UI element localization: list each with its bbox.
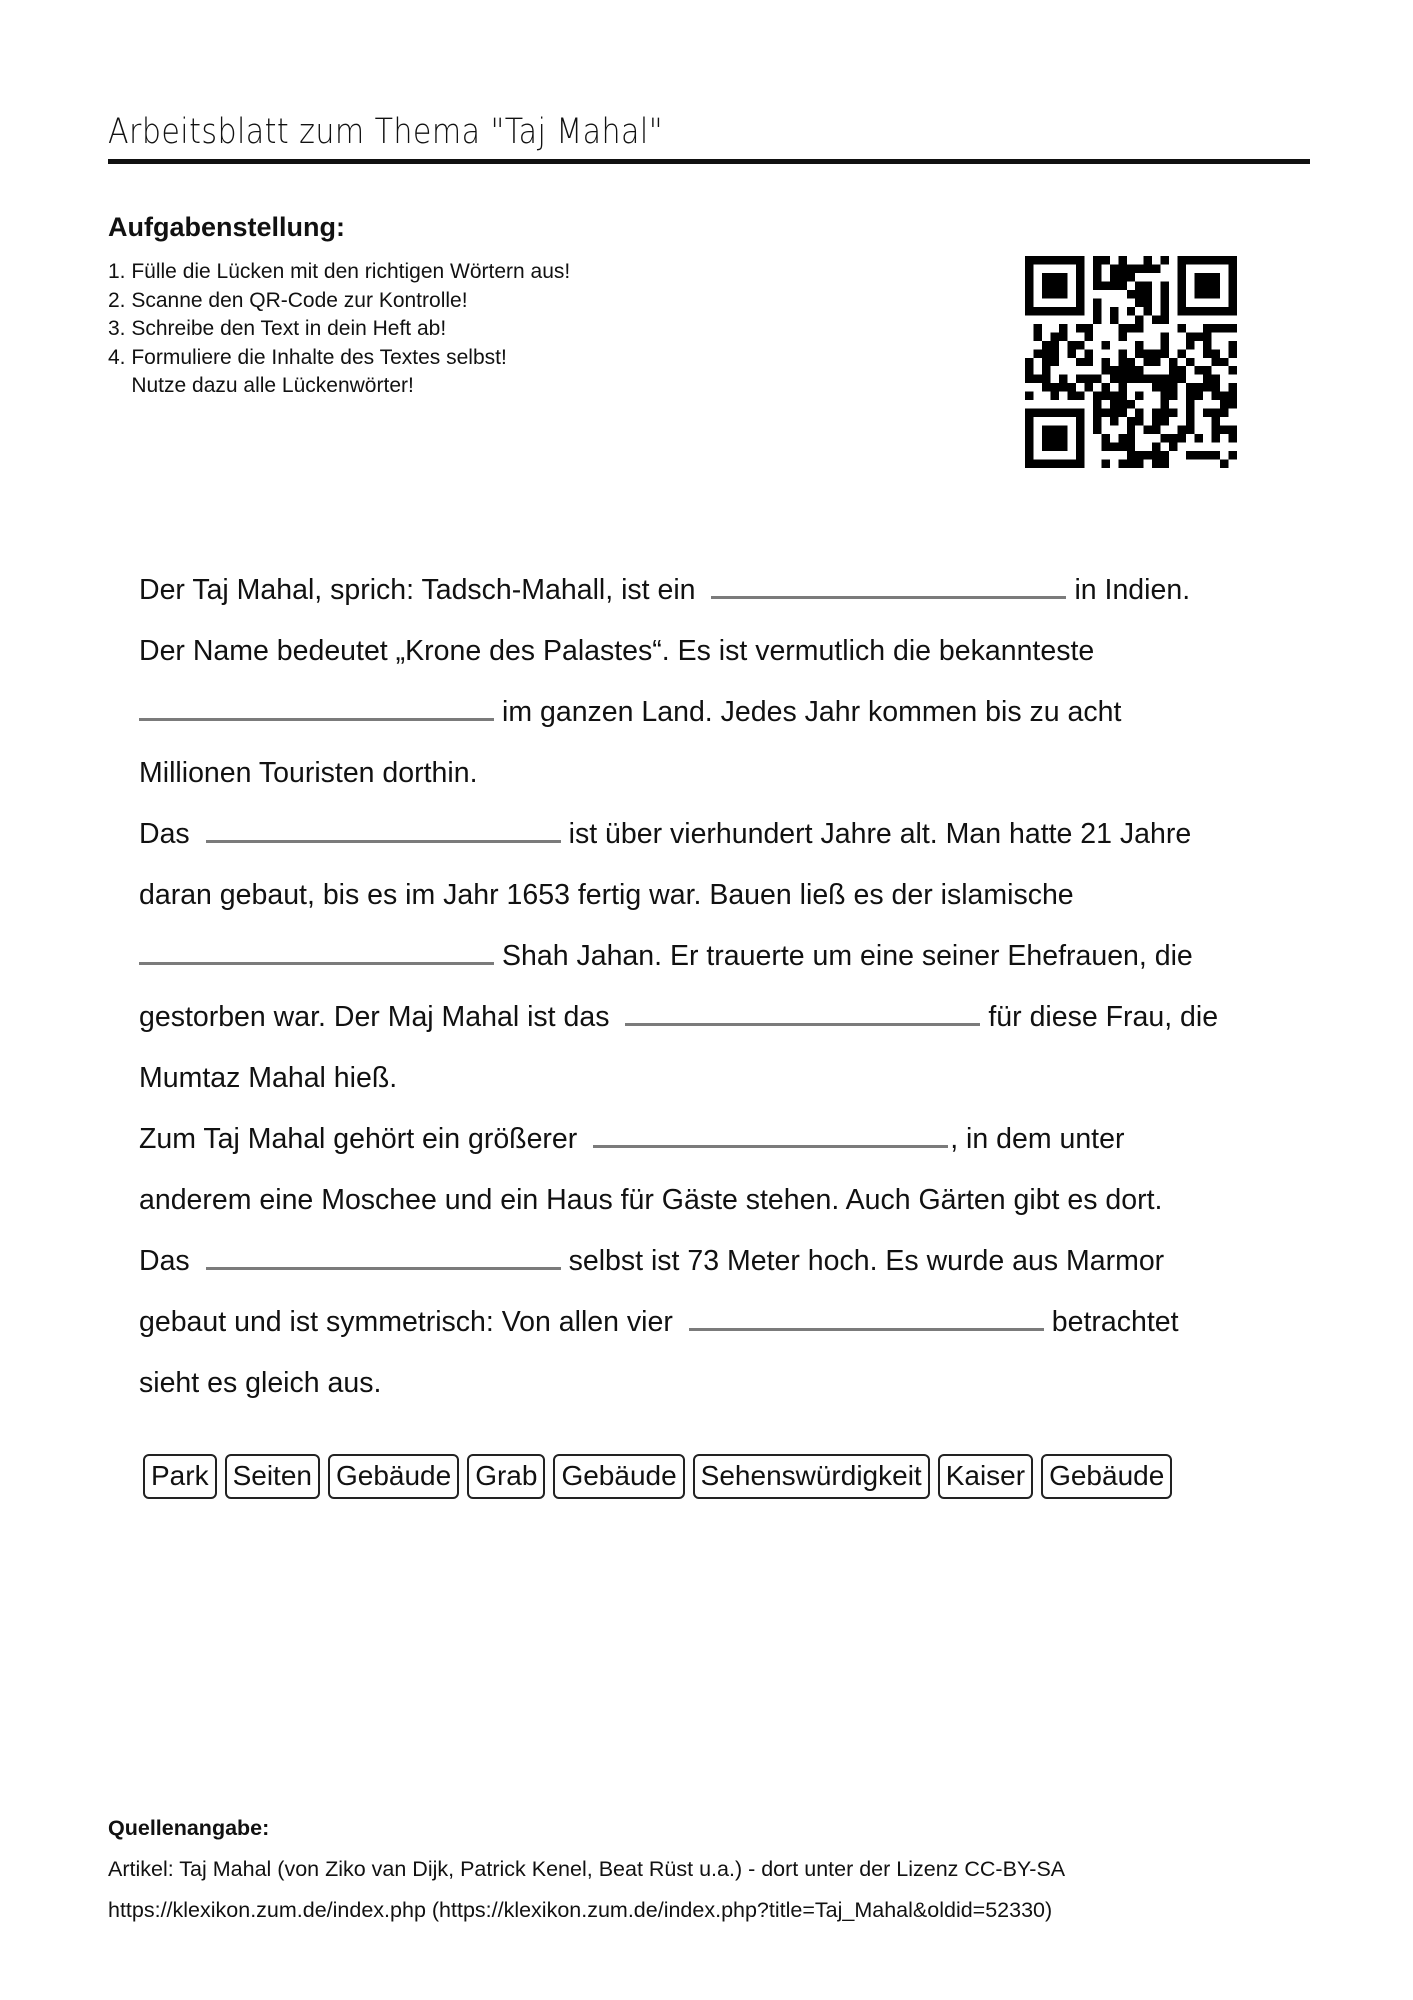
text-segment: daran gebaut, bis es im Jahr 1653 fertig war. Bauen ließ es der islamische — [139, 879, 1074, 911]
text-line — [139, 1109, 1319, 1170]
qr-code-icon[interactable] — [1025, 256, 1237, 468]
text-line — [139, 560, 1319, 621]
blank-gap[interactable] — [206, 1239, 561, 1270]
task-item: 1. Fülle die Lücken mit den richtigen Wörtern aus! — [108, 260, 571, 283]
word-chip[interactable]: Sehenswürdigkeit — [693, 1454, 930, 1499]
text-segment: selbst ist 73 Meter hoch. Es wurde aus Marmor — [568, 1245, 1165, 1277]
text-segment: Shah Jahan. Er trauerte um eine seiner Ehefrauen, die — [502, 940, 1193, 972]
text-segment: ist über vierhundert Jahre alt. Man hatte 21 Jahre — [568, 818, 1192, 850]
sources — [108, 1808, 1065, 1931]
blank-gap[interactable] — [689, 1300, 1044, 1331]
text-segment: im ganzen Land. Jedes Jahr kommen bis zu acht — [502, 696, 1122, 728]
text-segment: Der Taj Mahal, sprich: Tadsch-Mahall, ist ein — [139, 574, 696, 606]
task-heading: Aufgabenstellung: — [108, 212, 345, 242]
title-rule — [108, 159, 1310, 164]
text-line — [139, 804, 1319, 865]
page-title: Arbeitsblatt zum Thema "Taj Mahal" — [108, 112, 663, 152]
text-segment: Das — [139, 1245, 190, 1277]
text-line — [139, 743, 1319, 804]
word-chip[interactable]: Kaiser — [938, 1454, 1033, 1499]
word-chip[interactable]: Park — [143, 1454, 217, 1499]
text-line — [139, 1231, 1319, 1292]
text-segment: Das — [139, 818, 190, 850]
blank-gap[interactable] — [593, 1117, 948, 1148]
text-segment: Mumtaz Mahal hieß. — [139, 1062, 398, 1094]
text-line — [139, 1048, 1319, 1109]
word-chip[interactable]: Seiten — [225, 1454, 320, 1499]
text-line — [139, 926, 1319, 987]
blank-gap[interactable] — [711, 568, 1066, 599]
text-segment: Zum Taj Mahal gehört ein größerer — [139, 1123, 578, 1155]
text-segment: Millionen Touristen dorthin. — [139, 757, 478, 789]
task-item: 4. Formuliere die Inhalte des Textes selbst! — [108, 345, 507, 369]
text-line — [139, 1353, 1319, 1414]
word-chip[interactable]: Gebäude — [328, 1454, 459, 1499]
text-line — [139, 865, 1319, 926]
text-segment: betrachtet — [1051, 1306, 1179, 1338]
word-bank — [143, 1454, 1172, 1499]
word-chip[interactable]: Gebäude — [1041, 1454, 1172, 1499]
source-line: https://klexikon.zum.de/index.php (https://klexikon.zum.de/index.php?title=Taj_Mahal&oldid=52330) — [108, 1898, 1053, 1922]
blank-gap[interactable] — [139, 934, 494, 965]
text-segment: in Indien. — [1074, 574, 1191, 606]
text-line — [139, 987, 1319, 1048]
text-line — [139, 1292, 1319, 1353]
task-list — [108, 258, 570, 401]
source-line: Artikel: Taj Mahal (von Ziko van Dijk, Patrick Kenel, Beat Rüst u.a.) - dort unter der Lizenz CC-BY-SA — [108, 1857, 1066, 1881]
text-segment: anderem eine Moschee und ein Haus für Gäste stehen. Auch Gärten gibt es dort. — [139, 1184, 1163, 1216]
text-segment: , in dem unter — [950, 1123, 1125, 1155]
task-item: 3. Schreibe den Text in dein Heft ab! — [108, 317, 447, 340]
task-item: Nutze dazu alle Lückenwörter! — [108, 374, 414, 397]
text-segment: sieht es gleich aus. — [139, 1367, 382, 1399]
task-item: 2. Scanne den QR-Code zur Kontrolle! — [108, 288, 468, 312]
blank-gap[interactable] — [625, 995, 980, 1026]
text-line — [139, 1170, 1319, 1231]
text-segment: Der Name bedeutet „Krone des Palastes“. Es ist vermutlich die bekannteste — [139, 635, 1095, 667]
word-chip[interactable]: Grab — [467, 1454, 545, 1499]
gap-text — [139, 560, 1319, 1414]
text-segment: gebaut und ist symmetrisch: Von allen vier — [139, 1306, 673, 1338]
text-segment: gestorben war. Der Maj Mahal ist das — [139, 1001, 610, 1033]
word-chip[interactable]: Gebäude — [553, 1454, 684, 1499]
text-line — [139, 621, 1319, 682]
blank-gap[interactable] — [139, 690, 494, 721]
blank-gap[interactable] — [206, 812, 561, 843]
text-line — [139, 682, 1319, 743]
text-segment: für diese Frau, die — [988, 1001, 1219, 1033]
sources-heading: Quellenangabe: — [108, 1816, 270, 1840]
